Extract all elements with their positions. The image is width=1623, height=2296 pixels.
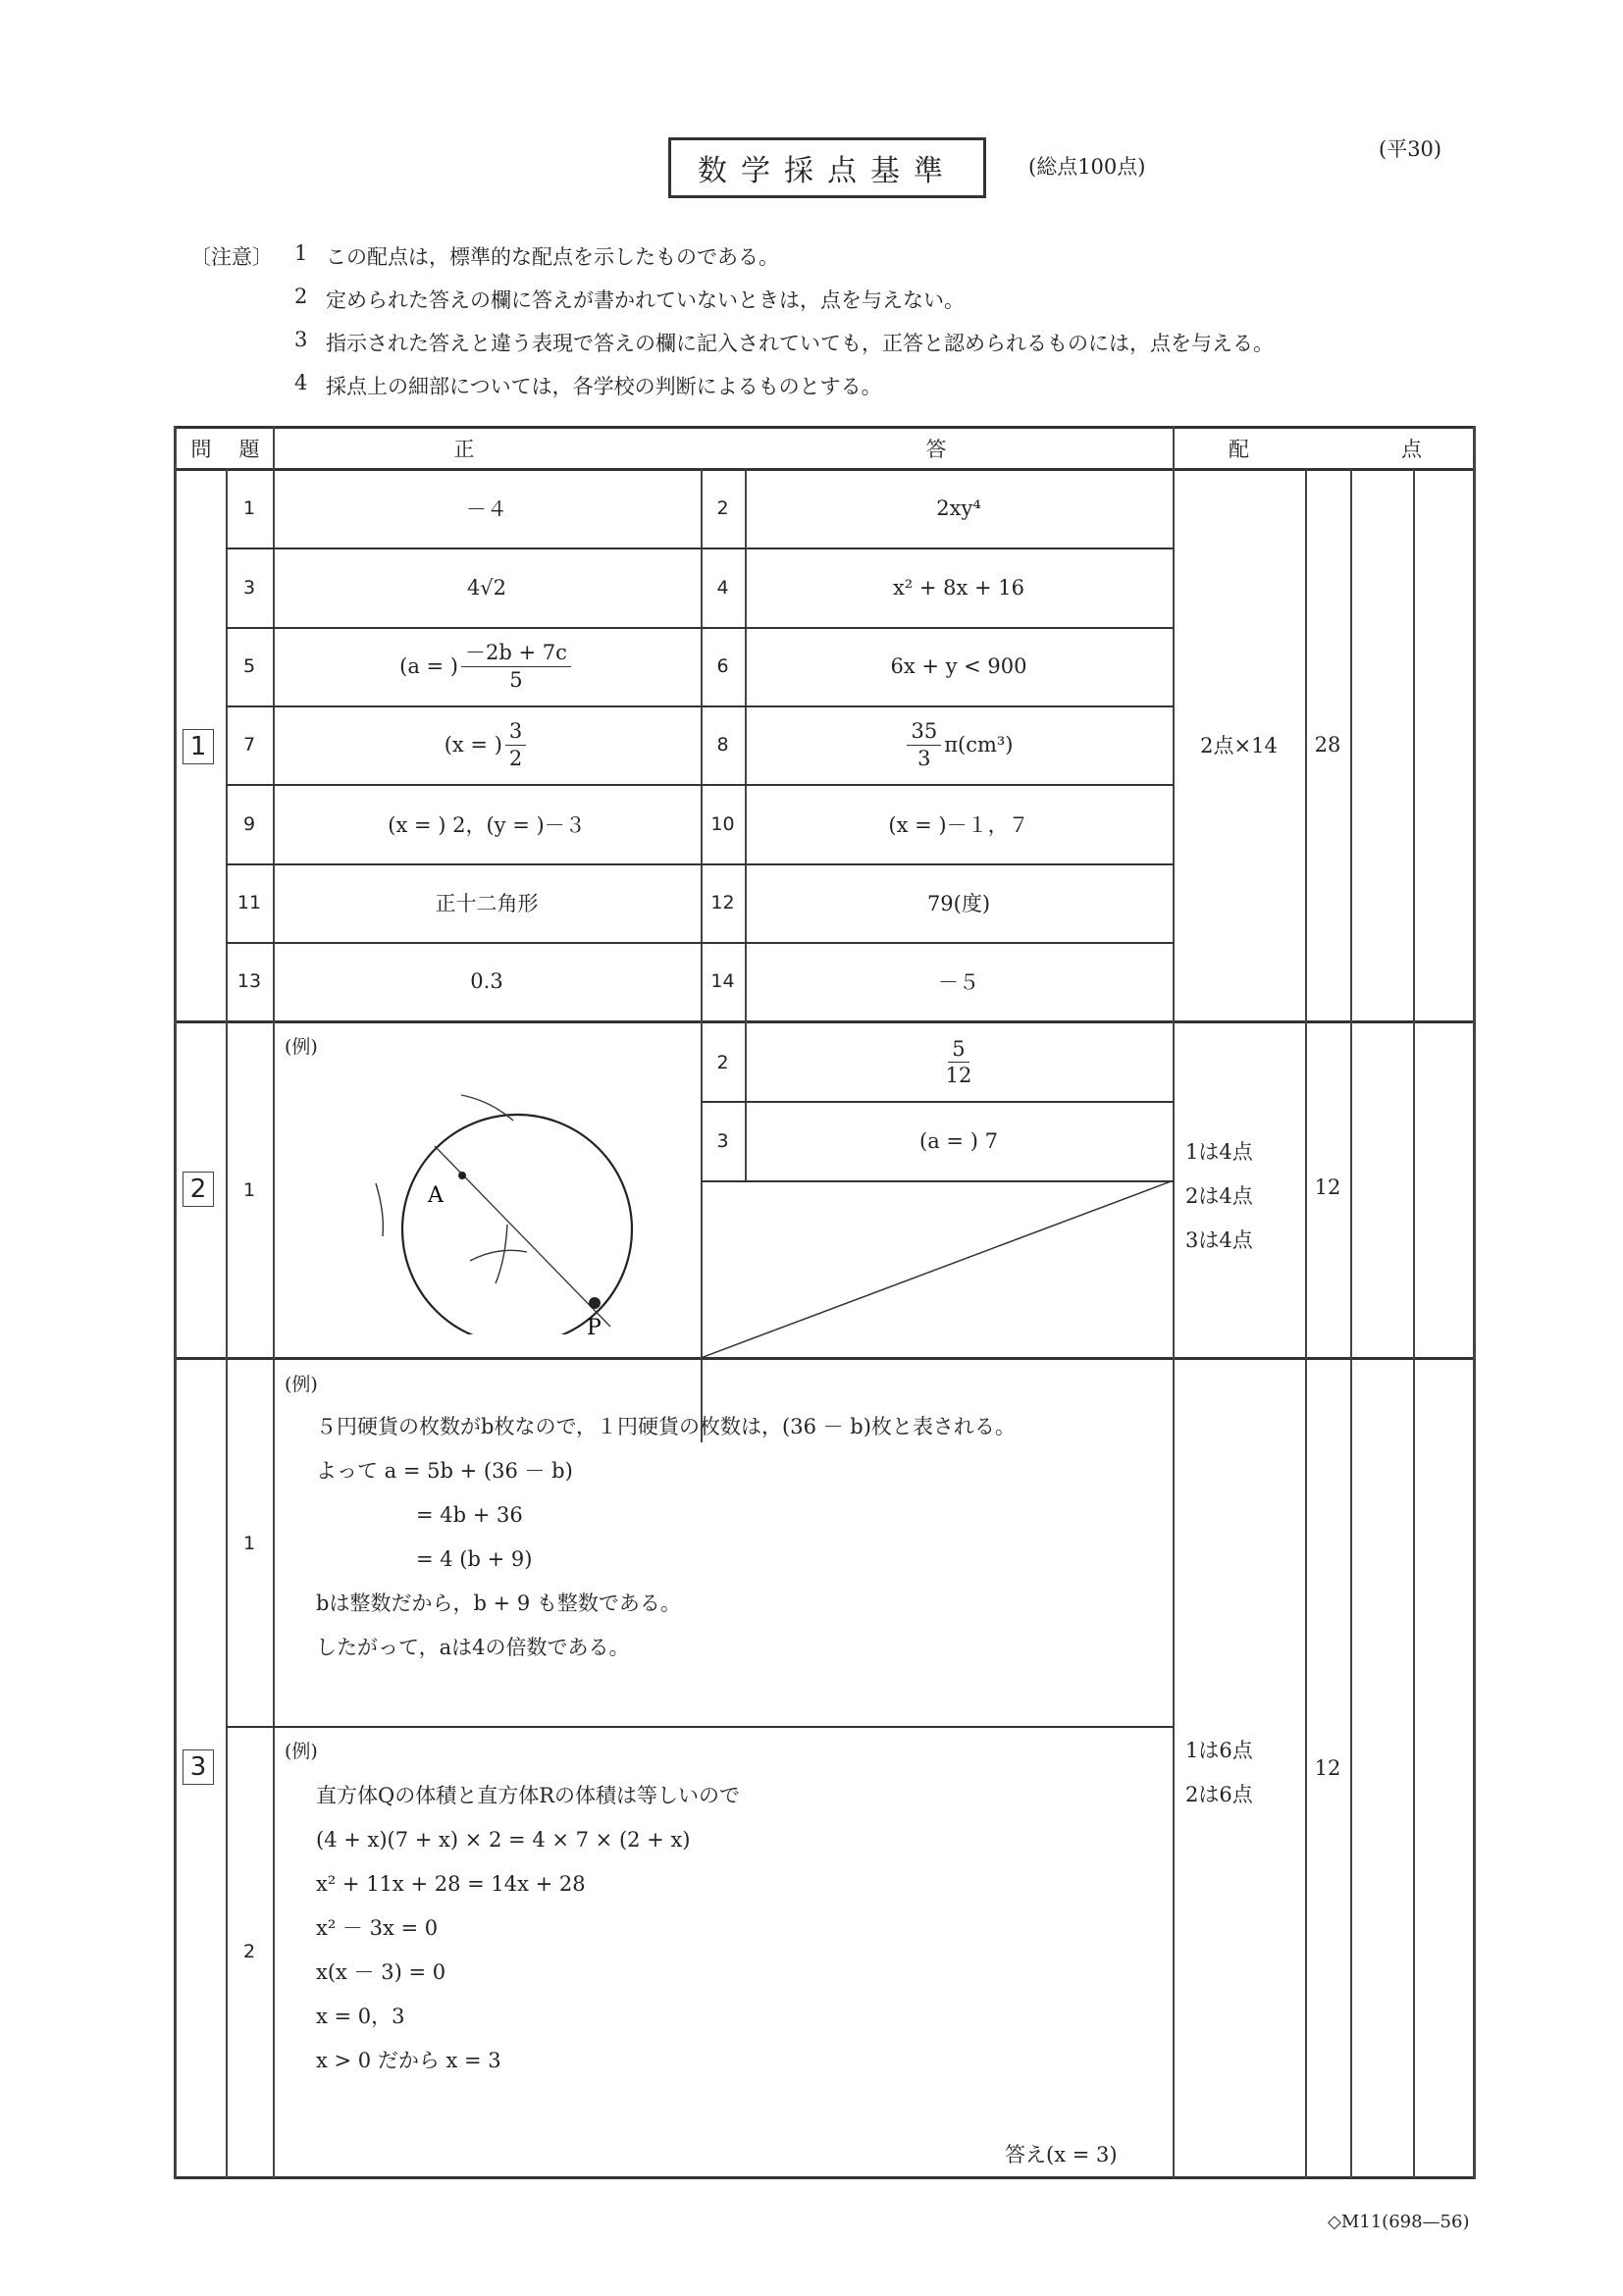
numerator: －2b + 7c — [461, 640, 571, 666]
point-p-label: P — [587, 1316, 602, 1334]
diagonal-slash — [701, 1180, 1174, 1358]
notice-num: 4 — [294, 371, 308, 394]
construction-figure — [334, 1050, 648, 1334]
question-number: 13 — [236, 970, 262, 992]
denominator: 3 — [917, 746, 931, 770]
header-mondai: 問 — [190, 438, 212, 461]
question-number: 3 — [242, 576, 256, 599]
points-rule: 1は4点 — [1185, 1140, 1253, 1164]
answer-cell: －４ — [466, 497, 507, 521]
point-a-dot — [458, 1172, 466, 1179]
answer-cell: (a = ) 7 — [919, 1128, 998, 1153]
solution-line: x(x － 3) = 0 — [316, 1960, 446, 1984]
answer-prefix: (a = ) — [399, 654, 458, 678]
fraction — [946, 1036, 972, 1089]
arc-mark — [470, 1250, 527, 1261]
question-number: 8 — [716, 734, 729, 756]
answer-cell — [745, 705, 1173, 784]
answer-cell — [273, 705, 701, 784]
notice-text: 定められた答えの欄に答えが書かれていないときは，点を与えない。 — [326, 288, 965, 312]
section-number-box: 1 — [183, 729, 214, 764]
row-line — [226, 1726, 1174, 1728]
question-number: 1 — [242, 497, 256, 519]
question-number: 3 — [716, 1129, 729, 1152]
header-tou: 答 — [925, 438, 947, 461]
header-ten: 点 — [1401, 438, 1422, 461]
question-number: 4 — [716, 576, 729, 599]
solution-line: x = 0，3 — [316, 2005, 405, 2028]
answer-cell: (x = )－１，７ — [888, 812, 1029, 837]
question-number: 12 — [710, 892, 735, 913]
arc-mark — [496, 1225, 507, 1283]
col-line — [1350, 469, 1352, 2178]
solution-block — [316, 1774, 740, 2083]
denominator: 2 — [508, 746, 523, 770]
answer-cell: 4√2 — [466, 575, 507, 600]
points-total: 12 — [1314, 1175, 1341, 1199]
answer-cell: 6x + y < 900 — [890, 654, 1027, 678]
table-border-right — [1473, 426, 1476, 2179]
page-title: 数学採点基準 — [668, 137, 986, 198]
answer-cell: (x = ) 2，(y = )－３ — [388, 812, 586, 837]
arc-mark — [376, 1183, 383, 1236]
points-rules — [1185, 1729, 1253, 1817]
answer-prefix: (x = ) — [444, 733, 502, 757]
answer-cell — [273, 627, 701, 705]
header-hai: 配 — [1229, 438, 1249, 461]
question-number: 14 — [710, 970, 735, 992]
question-number: 9 — [242, 812, 256, 835]
points-rules — [1185, 1130, 1253, 1263]
header-dai: 題 — [238, 438, 260, 461]
points-total: 28 — [1314, 733, 1341, 757]
notice-num: 3 — [294, 328, 308, 351]
answer-cell: 正十二角形 — [435, 892, 539, 915]
question-number: 11 — [236, 892, 262, 913]
points-rule: 2は6点 — [1185, 1783, 1253, 1806]
proof-line: bは整数だから，b + 9 も整数である。 — [316, 1592, 681, 1615]
solution-line: x² － 3x = 0 — [316, 1916, 439, 1940]
question-number: 7 — [242, 734, 256, 756]
answer-cell: －５ — [938, 970, 979, 994]
arc-mark — [461, 1095, 513, 1121]
question-number: 1 — [242, 1179, 256, 1201]
example-label: (例) — [285, 1741, 318, 1762]
question-number: 2 — [242, 1941, 256, 1962]
question-number: 2 — [716, 1051, 729, 1073]
question-number: 2 — [716, 497, 729, 519]
point-a-label: A — [428, 1183, 444, 1208]
proof-line: = 4b + 36 — [416, 1503, 523, 1527]
answer-cell: 79(度) — [926, 892, 991, 915]
table-border-left — [174, 426, 177, 2179]
notice-text: この配点は，標準的な配点を示したものである。 — [326, 245, 779, 269]
total-points: (総点100点) — [1028, 155, 1146, 179]
fraction — [907, 718, 941, 771]
solution-line: x² + 11x + 28 = 14x + 28 — [316, 1872, 586, 1896]
header-sei: 正 — [453, 438, 475, 461]
notice-item — [294, 285, 965, 314]
points-rule: 3は4点 — [1185, 1228, 1253, 1252]
section-number-box: 3 — [183, 1749, 214, 1785]
proof-line: = 4 (b + 9) — [416, 1547, 533, 1571]
notice-item — [294, 241, 779, 271]
footer-code: ◇M11(698—56) — [1328, 2212, 1470, 2232]
numerator: 5 — [948, 1036, 969, 1063]
answer-suffix: π(cm³) — [944, 733, 1014, 757]
question-number: 5 — [242, 655, 256, 677]
notice-num: 2 — [294, 285, 308, 308]
point-p-dot — [589, 1297, 601, 1309]
proof-line: ５円硬貨の枚数がb枚なので，１円硬貨の枚数は，(36 － b)枚と表される。 — [316, 1415, 1016, 1438]
year-label: (平30) — [1379, 137, 1442, 161]
denominator: 12 — [945, 1064, 972, 1087]
notice-item — [294, 328, 1274, 357]
proof-line: したがって，aは4の倍数である。 — [316, 1636, 630, 1659]
notice-text: 指示された答えと違う表現で答えの欄に記入されていても，正答と認められるものには，点を与える。 — [326, 332, 1274, 355]
final-answer: 答え(x = 3) — [1005, 2143, 1118, 2166]
solution-line: x > 0 だから x = 3 — [316, 2049, 501, 2072]
fraction — [505, 718, 526, 771]
answer-cell: 0.3 — [470, 969, 503, 993]
proof-block — [316, 1405, 1016, 1670]
numerator: 35 — [907, 718, 941, 745]
points-rule: 1は6点 — [1185, 1739, 1253, 1762]
example-label: (例) — [285, 1374, 318, 1395]
notice-item — [294, 371, 882, 400]
fraction — [461, 640, 571, 693]
denominator: 5 — [509, 667, 523, 692]
table-border-bottom — [174, 2176, 1476, 2179]
points-rule: 2点×14 — [1200, 734, 1278, 757]
section-number-box: 2 — [183, 1172, 214, 1207]
solution-line: (4 + x)(7 + x) × 2 = 4 × 7 × (2 + x) — [316, 1828, 691, 1852]
answer-cell: 2xy⁴ — [936, 496, 981, 520]
proof-line: よって a = 5b + (36 － b) — [316, 1459, 573, 1483]
answer-cell — [745, 1023, 1173, 1101]
notice-text: 採点上の細部については，各学校の判断によるものとする。 — [326, 375, 882, 398]
notice-num: 1 — [294, 241, 308, 265]
col-line — [1413, 469, 1415, 2178]
solution-line: 直方体Qの体積と直方体Rの体積は等しいので — [316, 1784, 741, 1807]
question-number: 6 — [716, 655, 729, 677]
question-number: 10 — [710, 812, 735, 835]
question-number: 1 — [242, 1532, 256, 1554]
points-rule: 2は4点 — [1185, 1184, 1253, 1208]
answer-cell: x² + 8x + 16 — [892, 575, 1025, 600]
numerator: 3 — [505, 718, 526, 745]
points-total: 12 — [1314, 1756, 1341, 1780]
notice-label: 〔注意〕 — [190, 245, 273, 269]
example-label: (例) — [285, 1036, 318, 1058]
